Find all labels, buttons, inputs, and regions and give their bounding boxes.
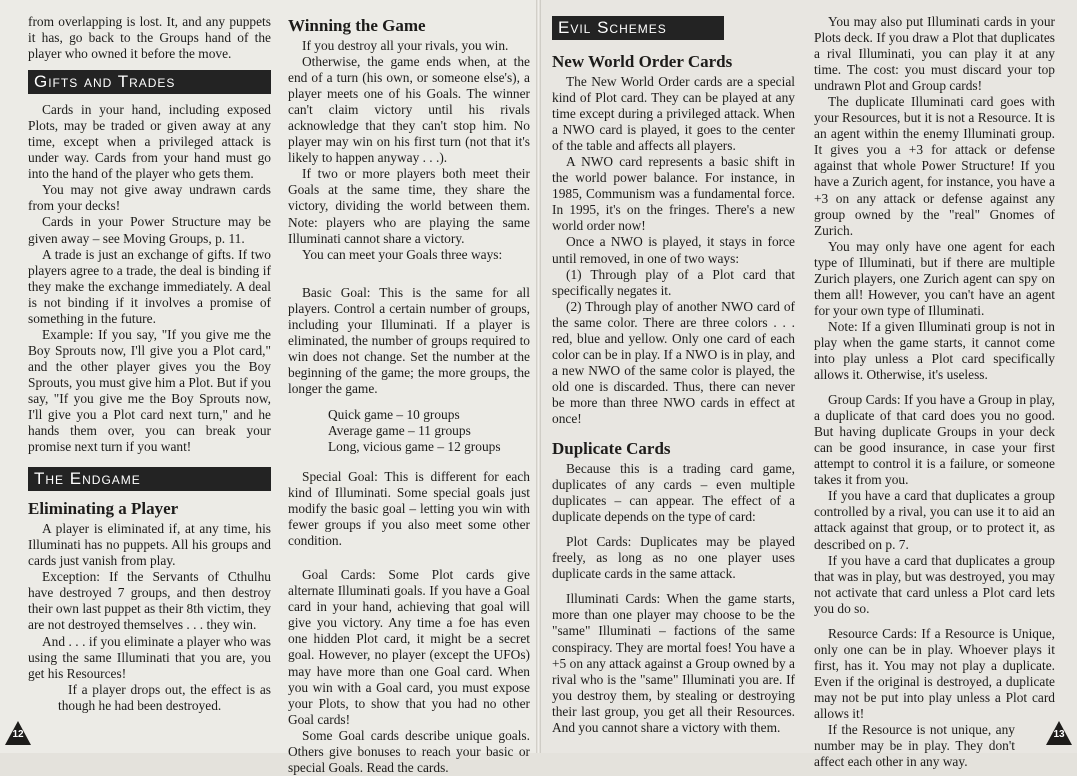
paragraph: Cards in your Power Structure may be given away – see Moving Groups, p. 11. [28, 214, 271, 246]
paragraph: If you have a card that duplicates a group controlled by a rival, you can use it to aid an attack against that group, or to protect it, as described on p. 7. [814, 488, 1055, 552]
right-page [541, 0, 1077, 770]
paragraph: Note: If a given Illuminati group is not in play when the game starts, it cannot come into play unless a Plot card specifically allows it. Otherwise, it's useless. [814, 318, 1055, 383]
paragraph: The New World Order cards are a special kind of Plot card. They can be played at any time except during a privileged attack. When a NWO card is played, it goes to the center of the table and affects all players. [552, 74, 795, 154]
left-page [0, 0, 536, 775]
paragraph: Some Goal cards describe unique goals. Others give bonuses to reach your basic or special Goals. Read the cards. [288, 727, 530, 775]
paragraph: Basic Goal: This is the same for all players. Control a certain number of groups, including your Illuminati. If a player is eliminated, the number of groups required to win does not change. Set the number at the beginning of the game; the more groups, the longer the game. [288, 284, 530, 396]
paragraph: Group Cards: If you have a Group in play, a duplicate of that card does you no good. But having duplicate Groups in your deck can be good insurance, in case your first attempt to control it is a failure, or someone takes it from you. [814, 392, 1055, 488]
paragraph: Once a NWO is played, it stays in force until removed, in one of two ways: [552, 234, 795, 266]
paragraph: And . . . if you eliminate a player who was using the same Illuminati that you are, you get his Resources! [28, 633, 271, 681]
paragraph: Example: If you say, "If you give me the Boy Sprouts now, I'll give you a Plot card," and the other player gives you the Boy Sprouts, you must give him a Plot. But if you say, "If you give me the Boy Sprouts now, I'll give you a Plot card next turn," and he hands them over, you can break your promise next turn if you want! [28, 326, 271, 455]
paragraph: You may also put Illuminati cards in your Plots deck. If you draw a Plot that duplicates a rival Illuminati, you can play it at any time. The cost: you must discard your top undrawn Plot and Group cards! [814, 14, 1055, 94]
paragraph: You can meet your Goals three ways: [302, 246, 503, 262]
paragraph: (2) Through play of another NWO card of the same color. There are three colors . . . red, blue and yellow. Only one card of each color can be in play. If a NWO is in play, and a new NWO of the same color is played, the old one is discarded. Thus, there can never be more than three NWO cards in effect at once! [552, 298, 795, 426]
page-number: 12 [12, 729, 24, 740]
paragraph: You may not give away undrawn cards from your decks! [28, 182, 271, 214]
paragraph: If you destroy all your rivals, you win. [302, 38, 509, 53]
paragraph: The duplicate Illuminati card goes with your Resources, but it is not a Resource. It is an agent within the enemy Illuminati group. It gives you a +3 for attack or defense against that whole Power Structure! If you have a Zurich agent, for instance, you have a +3 on any attack or defense against any group owned by the "real" Gnomes of Zurich. [814, 94, 1055, 238]
paragraph: If two or more players both meet their Goals at the same time, they share the victory, dividing the world between them. Note: players who are playing the same Illuminati cannot share a victory. [288, 166, 530, 246]
paragraph: If the Resource is not unique, any number may be in play. They don't affect each other in any way. [814, 722, 1015, 770]
paragraph: You may only have one agent for each type of Illuminati, but if there are multiple Zurich players, one Zurich agent can spy on them all! However, you can't have an agent for your own type of Illuminati. [814, 238, 1055, 318]
paragraph: Otherwise, the game ends when, at the end of a turn (his own, or someone else's), a player meets one of his Goals. The winner can't claim victory until his rivals acknowledge that they can't stop him. No player may win on his first turn (not that it's likely to happen anyway . . .). [288, 54, 530, 166]
page-number-triangle [5, 721, 31, 745]
paragraph: (1) Through play of a Plot card that specifically negates it. [552, 266, 795, 298]
list-item: Long, vicious game – 12 groups [328, 438, 501, 454]
column-3 [552, 0, 795, 736]
paragraph: Exception: If the Servants of Cthulhu have destroyed 7 groups, and then destroy their own last puppet as their 8th victim, they are not destroyed themselves . . . they win. [28, 569, 271, 633]
section-heading-evil-schemes: Evil Schemes [552, 16, 724, 40]
section-heading-gifts: Gifts and Trades [28, 70, 271, 94]
subheading-eliminating: Eliminating a Player [28, 499, 179, 519]
paragraph: Because this is a trading card game, duplicates of any cards – even multiple duplicates – can appear. The effect of a duplicate depends on the type of card: [552, 461, 795, 525]
column-2 [288, 0, 530, 776]
paragraph: Plot Cards: Duplicates may be played freely, as long as no one player uses duplicate cards in the same attack. [552, 534, 795, 582]
paragraph: Goal Cards: Some Plot cards give alternate Illuminati goals. If you have a Goal card in your hand, achieving that goal will give you victory. Any time a foe has even one hidden Plot card, it might be a secret goal. However, no player (except the UFOs) may have more than one Goal card. When you win with a Goal card, you must expose your Plots, to show that you had no other Goal cards! [288, 567, 530, 727]
paragraph: A trade is just an exchange of gifts. If two players agree to a trade, the deal is binding if they make the exchange immediately. A deal is not binding if it involves a promise of something in the future. [28, 246, 271, 326]
list-item: Quick game – 10 groups [328, 406, 460, 422]
paragraph: Cards in your hand, including exposed Plots, may be traded or given away at any time, except when a privileged attack is under way. Cards from your hand must go into the hand of the player who gets them. [28, 102, 271, 182]
paragraph: A player is eliminated if, at any time, his Illuminati has no puppets. All his groups and cards just vanish from play. [28, 521, 271, 569]
column-4 [814, 0, 1055, 770]
subheading-winning: Winning the Game [288, 16, 426, 35]
paragraph: from overlapping is lost. It, and any puppets it has, go back to the Groups hand of the player who owned it before the move. [28, 14, 271, 62]
subheading-duplicate-cards: Duplicate Cards [552, 439, 671, 459]
page-number-triangle [1046, 721, 1072, 745]
paragraph: Resource Cards: If a Resource is Unique, only one can be in play. Whoever plays it first, has it. You may not play a duplicate. Even if the original is destroyed, a duplicate may not be put into play unless a Plot card allows it! [814, 625, 1055, 721]
list-item: Average game – 11 groups [328, 422, 471, 438]
game-length-list [288, 407, 530, 455]
paragraph: Illuminati Cards: When the game starts, more than one player may choose to be the "same" Illuminati – factions of the same conspiracy. They are mortal foes! You have a +5 on any attack against a Group owned by a rival who is the "same" Illuminati you are. If you destroy them, by stealing or destroying their last group, you get all their Resources. And you cannot share a victory with them. [552, 591, 795, 735]
paragraph: If a player drops out, the effect is as though he had been destroyed. [58, 681, 271, 713]
section-heading-endgame: The Endgame [28, 467, 271, 491]
paragraph: A NWO card represents a basic shift in the world power balance. For instance, in 1985, Communism was a fundamental force. In 1995, it's on the fringes. There's a new world order now! [552, 154, 795, 234]
subheading-nwo: New World Order Cards [552, 52, 733, 71]
column-1 [28, 0, 271, 714]
paragraph: If you have a card that duplicates a group that was in play, but was destroyed, you may not activate that card unless a Plot card lets you do so. [814, 552, 1055, 616]
paragraph: Special Goal: This is different for each kind of Illuminati. Some special goals just modify the basic goal – letting you win with fewer groups if you also meet some other condition. [288, 468, 530, 549]
page-number: 13 [1053, 729, 1065, 740]
